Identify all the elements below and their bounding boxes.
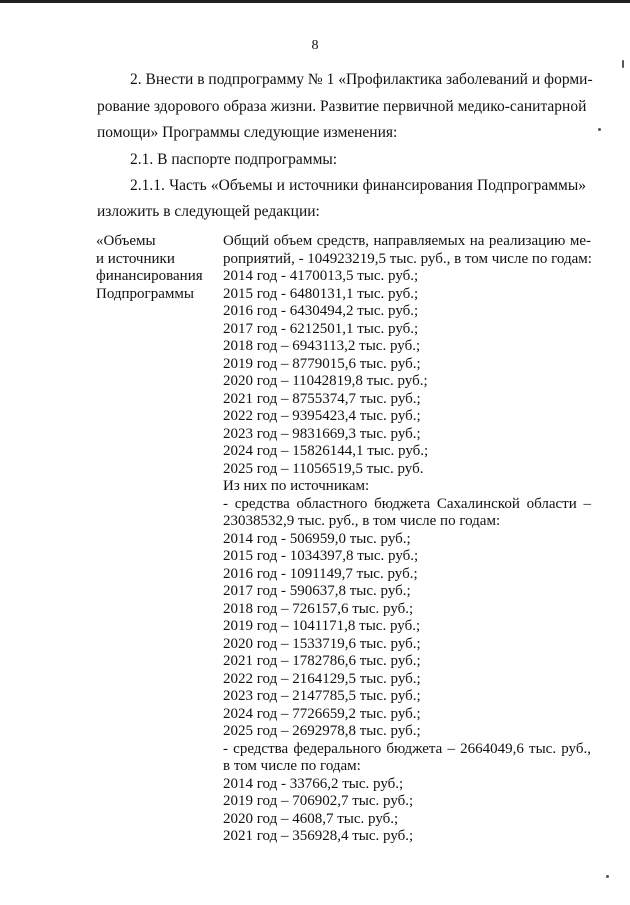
total-year-row: 2014 год - 4170013,5 тыс. руб.;	[223, 268, 419, 284]
item-2-line-1: 2. Внести в подпрограмму № 1 «Профилактика заболеваний и форми-	[130, 71, 593, 88]
regional-year-row: 2019 год – 1041171,8 тыс. руб.;	[223, 618, 421, 634]
regional-year-row: 2014 год - 506959,0 тыс. руб.;	[223, 530, 411, 547]
federal-year-row: 2014 год - 33766,2 тыс. руб.;	[223, 775, 404, 792]
total-volume-line-2: роприятий, - 104923219,5 тыс. руб., в том числе по годам:	[223, 250, 592, 267]
label-line: Подпрограммы	[96, 285, 194, 302]
sources-heading: Из них по источникам:	[223, 478, 370, 494]
total-year-row: 2022 год – 9395423,4 тыс. руб.;	[223, 408, 421, 424]
total-year-row: 2024 год – 15826144,1 тыс. руб.;	[223, 443, 429, 459]
item-2-line-2: рование здорового образа жизни. Развитие первичной медико-санитарной	[97, 98, 587, 115]
regional-year-row: 2023 год – 2147785,5 тыс. руб.;	[223, 688, 421, 704]
total-year-row: 2023 год – 9831669,3 тыс. руб.;	[223, 425, 421, 442]
total-year-row: 2015 год - 6480131,1 тыс. руб.;	[223, 285, 419, 302]
total-year-row: 2021 год – 8755374,7 тыс. руб.;	[223, 390, 421, 407]
federal-year-row: 2021 год – 356928,4 тыс. руб.;	[223, 828, 414, 844]
scan-top-edge	[0, 0, 630, 3]
regional-year-row: 2025 год – 2692978,8 тыс. руб.;	[223, 723, 421, 739]
total-year-row: 2019 год – 8779015,6 тыс. руб.;	[223, 355, 421, 372]
regional-year-row: 2018 год – 726157,6 тыс. руб.;	[223, 600, 414, 617]
label-line: «Объемы	[96, 233, 156, 249]
regional-year-row: 2017 год - 590637,8 тыс. руб.;	[223, 583, 411, 599]
total-year-row: 2025 год – 11056519,5 тыс. руб.	[223, 460, 424, 477]
item-2-1: 2.1. В паспорте подпрограммы:	[130, 151, 338, 168]
federal-budget-line-2: в том числе по годам:	[223, 758, 361, 774]
total-year-row: 2016 год - 6430494,2 тыс. руб.;	[223, 303, 419, 319]
regional-year-row: 2020 год – 1533719,6 тыс. руб.;	[223, 635, 421, 652]
regional-year-row: 2024 год – 7726659,2 тыс. руб.;	[223, 705, 421, 722]
regional-year-row: 2016 год - 1091149,7 тыс. руб.;	[223, 565, 418, 582]
page-number: 8	[311, 38, 319, 53]
federal-year-row: 2019 год – 706902,7 тыс. руб.;	[223, 793, 414, 809]
total-year-row: 2018 год – 6943113,2 тыс. руб.;	[223, 338, 421, 354]
federal-year-row: 2020 год – 4608,7 тыс. руб.;	[223, 810, 399, 827]
regional-year-row: 2015 год - 1034397,8 тыс. руб.;	[223, 548, 419, 564]
total-year-row: 2020 год – 11042819,8 тыс. руб.;	[223, 373, 428, 389]
regional-budget-line-2: 23038532,9 тыс. руб., в том числе по годам:	[223, 513, 501, 529]
label-line: и источники	[96, 250, 175, 267]
item-2-line-3: помощи» Программы следующие изменения:	[97, 124, 398, 141]
scan-speck	[622, 60, 624, 68]
scan-speck	[598, 128, 601, 131]
label-line: финансирования	[96, 268, 203, 284]
item-2-1-1-line-1: 2.1.1. Часть «Объемы и источники финансирования Подпрограммы»	[130, 177, 586, 194]
item-2-1-1-line-2: изложить в следующей редакции:	[97, 203, 320, 220]
regional-year-row: 2022 год – 2164129,5 тыс. руб.;	[223, 670, 421, 687]
regional-year-row: 2021 год – 1782786,6 тыс. руб.;	[223, 653, 421, 669]
federal-budget-line-1: - средства федерального бюджета – 2664049,6 тыс. руб.,	[223, 740, 591, 757]
total-year-row: 2017 год - 6212501,1 тыс. руб.;	[223, 320, 419, 337]
passport-label-column	[96, 233, 203, 303]
total-volume-line-1: Общий объем средств, направляемых на реализацию ме-	[223, 233, 591, 249]
regional-budget-line-1: - средства областного бюджета Сахалинской области –	[223, 495, 591, 512]
passport-content-column	[223, 233, 591, 846]
scan-speck	[606, 875, 609, 878]
